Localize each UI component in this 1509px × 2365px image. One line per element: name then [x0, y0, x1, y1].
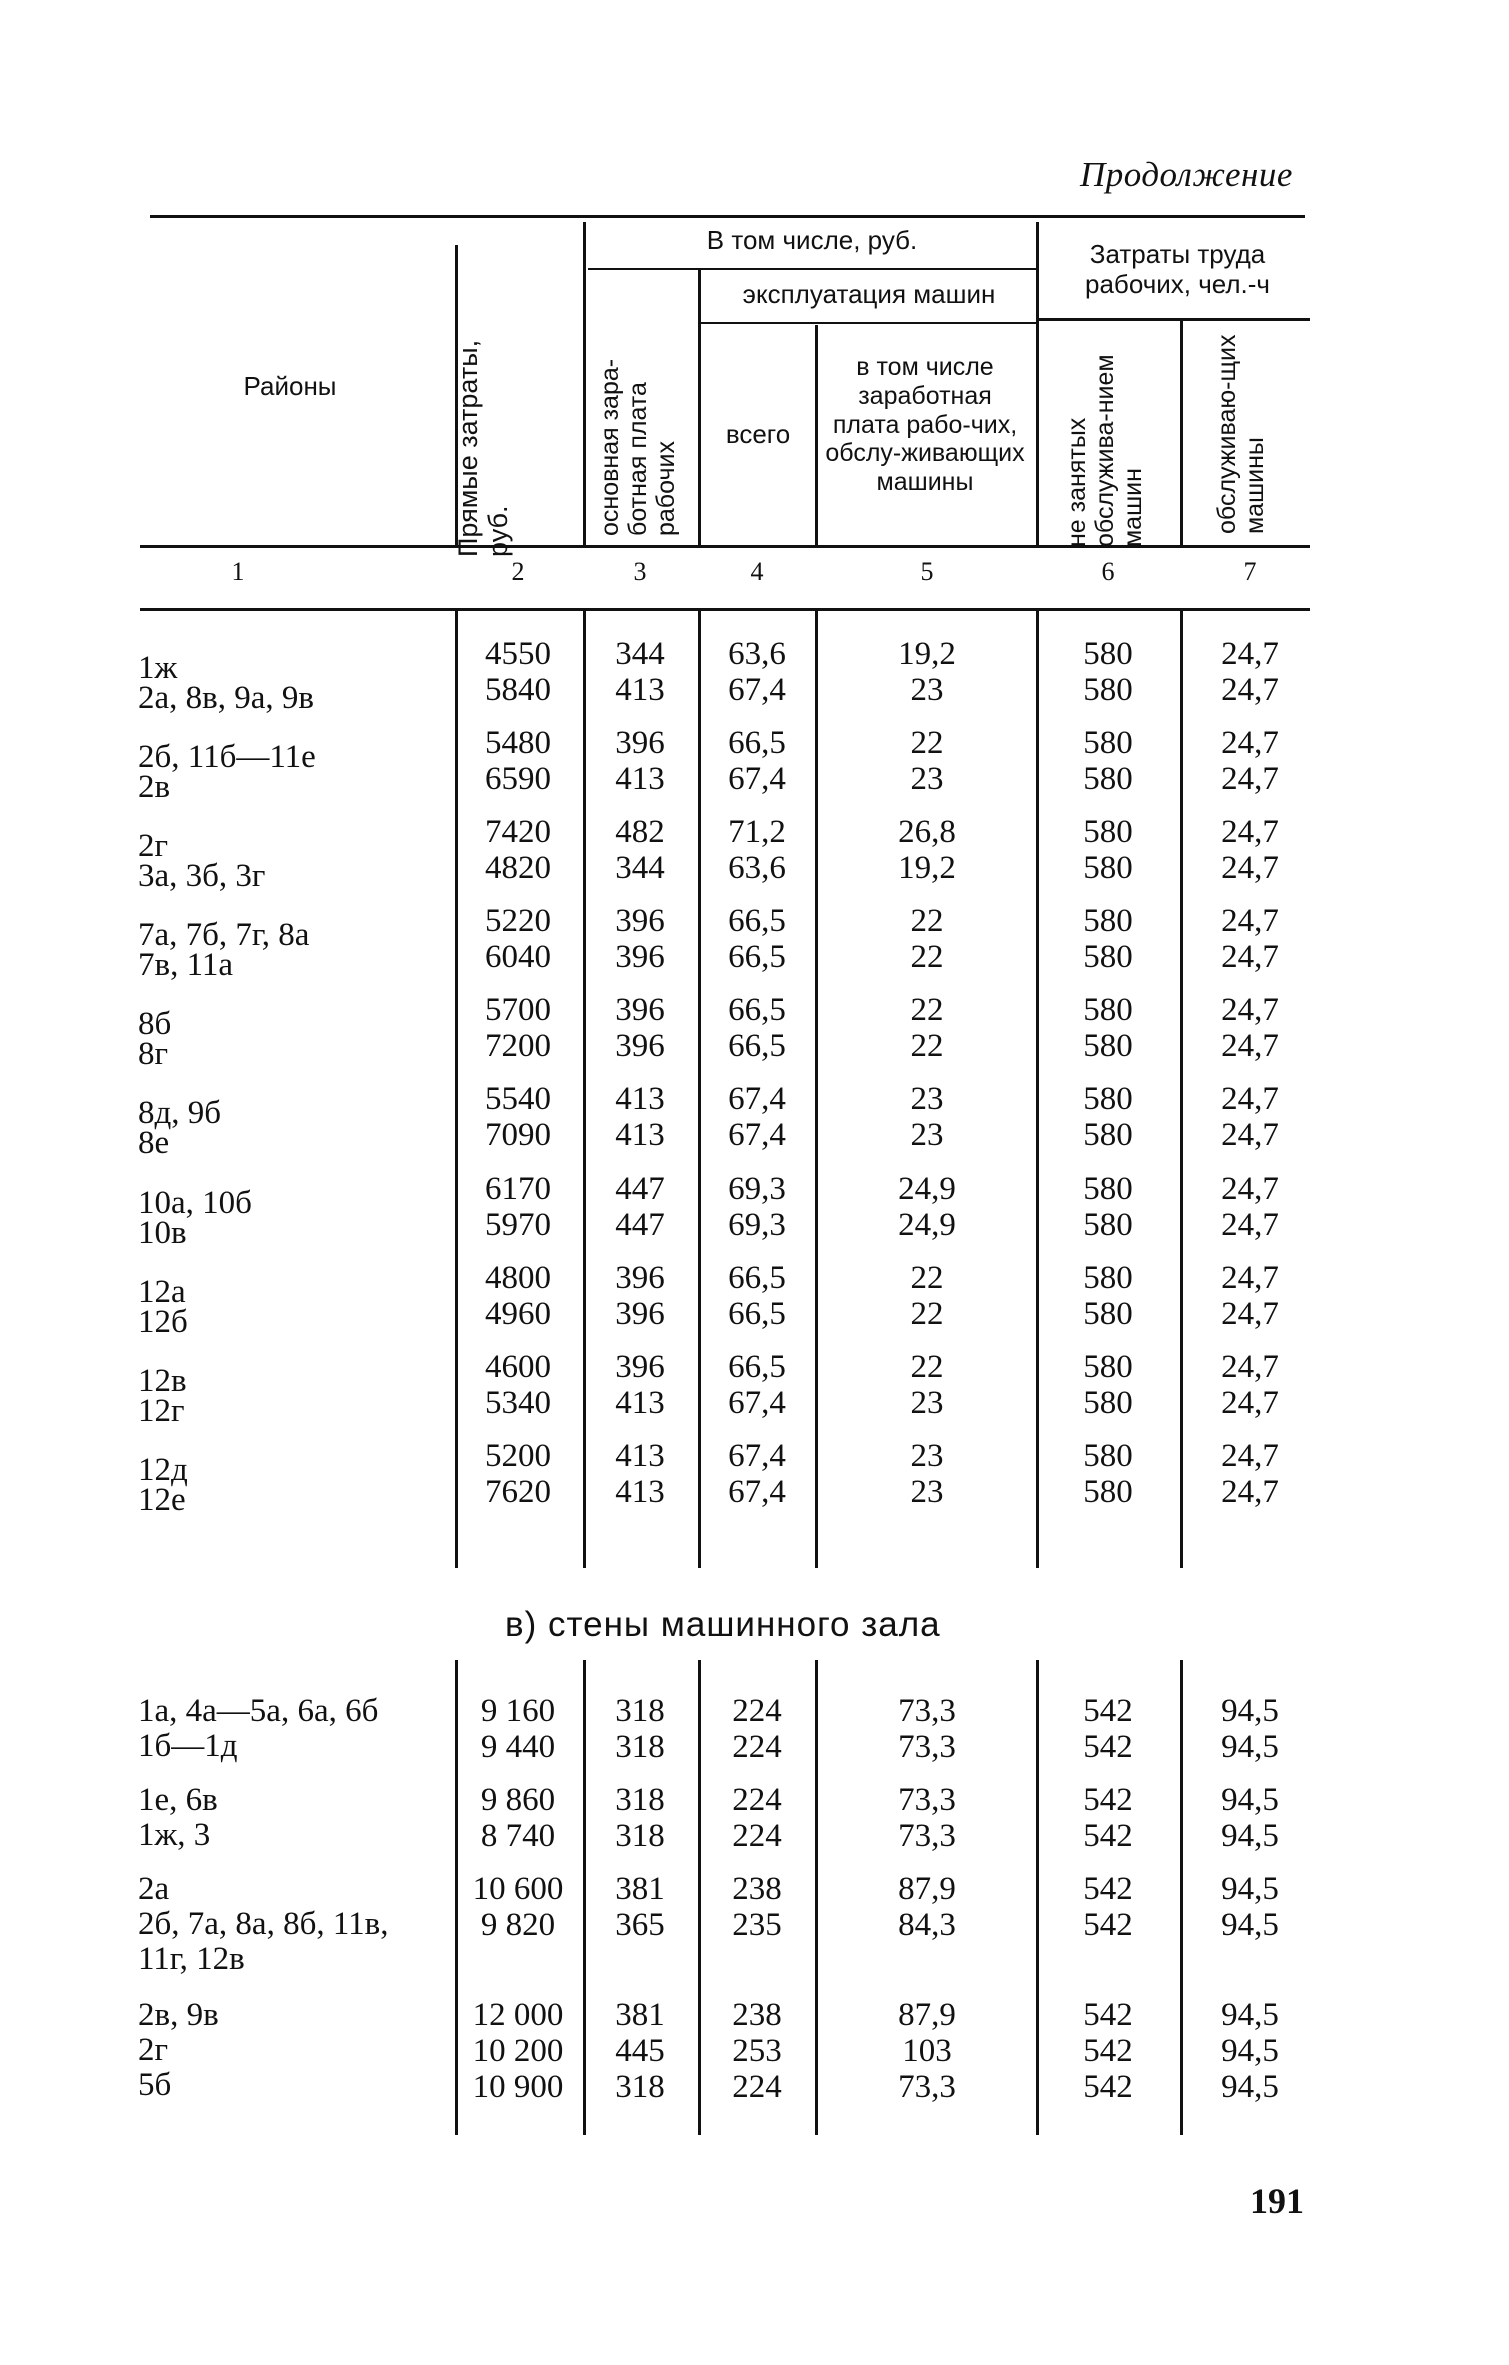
table-cell: 24,7	[1221, 903, 1279, 939]
table-cell: 24,7	[1221, 1207, 1279, 1243]
table-cell: 87,9	[898, 1871, 956, 1907]
section2-vrule-5	[1036, 1660, 1039, 2135]
table-cell: 542	[1083, 1729, 1133, 1765]
table-cell: 580	[1083, 1171, 1133, 1207]
table-cell: 4820	[485, 850, 551, 886]
header-rule-labor	[1038, 318, 1310, 321]
table-cell: 542	[1083, 1907, 1133, 1943]
table-cell: 7620	[485, 1474, 551, 1510]
table-cell: 24,9	[898, 1171, 956, 1207]
table-cell: 413	[615, 1117, 665, 1153]
header-direct-costs: Прямые затраты, руб.	[453, 339, 514, 557]
table-cell: 10 900	[472, 2069, 564, 2105]
table-cell: 22	[910, 1028, 944, 1064]
table-cell: 381	[615, 1997, 665, 2033]
table-cell: 69,3	[728, 1207, 786, 1243]
table-cell: 67,4	[728, 672, 786, 708]
table-cell: 66,5	[728, 939, 786, 975]
table-cell: 24,7	[1221, 1171, 1279, 1207]
region-label: 12в	[138, 1363, 187, 1399]
table-cell: 94,5	[1221, 1818, 1279, 1854]
table-cell: 87,9	[898, 1997, 956, 2033]
region-label: 12а	[138, 1274, 186, 1310]
table-cell: 413	[615, 1385, 665, 1421]
region-label: 1б—1д	[138, 1728, 238, 1764]
table-cell: 67,4	[728, 1474, 786, 1510]
table-cell: 24,7	[1221, 1385, 1279, 1421]
table-cell: 24,7	[1221, 1349, 1279, 1385]
table-cell: 447	[615, 1171, 665, 1207]
table-cell: 344	[615, 850, 665, 886]
table-cell: 396	[615, 939, 665, 975]
table-cell: 19,2	[898, 850, 956, 886]
table-cell: 23	[910, 761, 944, 797]
table-cell: 542	[1083, 1782, 1133, 1818]
region-label: 12е	[138, 1482, 186, 1518]
table-cell: 22	[910, 725, 944, 761]
table-cell: 445	[615, 2033, 665, 2069]
table-cell: 23	[910, 1385, 944, 1421]
table-cell: 73,3	[898, 1782, 956, 1818]
table-cell: 67,4	[728, 1438, 786, 1474]
table-cell: 22	[910, 1260, 944, 1296]
table-cell: 73,3	[898, 1729, 956, 1765]
region-label: 3а, 3б, 3г	[138, 858, 266, 894]
table-cell: 396	[615, 1296, 665, 1332]
table-cell: 253	[732, 2033, 782, 2069]
table-cell: 66,5	[728, 1296, 786, 1332]
region-label: 2в	[138, 769, 171, 805]
header-vrule-5	[1036, 222, 1039, 545]
table-cell: 66,5	[728, 1028, 786, 1064]
table-cell: 66,5	[728, 725, 786, 761]
table-cell: 94,5	[1221, 1871, 1279, 1907]
region-label: 8б	[138, 1006, 172, 1042]
table-cell: 9 440	[480, 1729, 556, 1765]
table-cell: 447	[615, 1207, 665, 1243]
table-cell: 580	[1083, 1028, 1133, 1064]
table-cell: 224	[732, 1693, 782, 1729]
table-cell: 9 160	[480, 1693, 556, 1729]
table-cell: 318	[615, 1729, 665, 1765]
section1-vrule-6	[1180, 608, 1183, 1568]
table-cell: 318	[615, 2069, 665, 2105]
header-regions: Районы	[243, 371, 337, 401]
column-number: 2	[511, 557, 525, 586]
table-cell: 365	[615, 1907, 665, 1943]
region-label: 8д, 9б	[138, 1095, 222, 1131]
column-number: 7	[1243, 557, 1257, 586]
section1-vrule-5	[1036, 608, 1039, 1568]
table-cell: 542	[1083, 1871, 1133, 1907]
table-cell: 318	[615, 1818, 665, 1854]
table-cell: 396	[615, 1260, 665, 1296]
region-label: 1е, 6в	[138, 1782, 218, 1818]
table-cell: 580	[1083, 992, 1133, 1028]
table-cell: 4550	[485, 636, 551, 672]
table-cell: 69,3	[728, 1171, 786, 1207]
table-cell: 24,7	[1221, 1474, 1279, 1510]
region-label: 2а, 8в, 9а, 9в	[138, 680, 314, 716]
table-cell: 542	[1083, 2069, 1133, 2105]
table-cell: 580	[1083, 903, 1133, 939]
section1-vrule-2	[583, 608, 586, 1568]
table-cell: 580	[1083, 1207, 1133, 1243]
header-servicing: обслуживаю-щих машины	[1213, 334, 1269, 534]
table-cell: 24,7	[1221, 1028, 1279, 1064]
table-cell: 7200	[485, 1028, 551, 1064]
table-cell: 7090	[485, 1117, 551, 1153]
region-label: 2б, 7а, 8а, 8б, 11в,	[138, 1906, 389, 1942]
table-cell: 66,5	[728, 1260, 786, 1296]
table-cell: 482	[615, 814, 665, 850]
table-cell: 22	[910, 1349, 944, 1385]
header-labor-group: Затраты труда рабочих, чел.-ч	[1085, 239, 1270, 299]
table-cell: 26,8	[898, 814, 956, 850]
table-cell: 580	[1083, 1296, 1133, 1332]
table-cell: 413	[615, 761, 665, 797]
table-cell: 5840	[485, 672, 551, 708]
region-label: 1ж, 3	[138, 1817, 211, 1853]
table-cell: 94,5	[1221, 1729, 1279, 1765]
table-cell: 413	[615, 1438, 665, 1474]
page-number: 191	[1250, 2181, 1304, 2221]
table-cell: 318	[615, 1782, 665, 1818]
header-incl-wage: в том числе заработная плата рабо-чих, обслу-живающих машины	[825, 353, 1025, 496]
table-cell: 580	[1083, 1260, 1133, 1296]
table-cell: 10 200	[472, 2033, 564, 2069]
header-rule-incl	[588, 268, 1036, 270]
table-cell: 5540	[485, 1081, 551, 1117]
section2-vrule-3	[698, 1660, 701, 2135]
table-cell: 5970	[485, 1207, 551, 1243]
region-label: 2г	[138, 2032, 169, 2068]
table-cell: 6040	[485, 939, 551, 975]
table-cell: 9 820	[480, 1907, 556, 1943]
section2-vrule-2	[583, 1660, 586, 2135]
table-cell: 224	[732, 1818, 782, 1854]
table-cell: 23	[910, 1081, 944, 1117]
table-cell: 24,7	[1221, 761, 1279, 797]
table-cell: 94,5	[1221, 1782, 1279, 1818]
column-number: 3	[633, 557, 647, 586]
header-vrule-3	[698, 270, 701, 545]
table-cell: 6590	[485, 761, 551, 797]
table-cell: 396	[615, 1028, 665, 1064]
table-cell: 22	[910, 1296, 944, 1332]
table-cell: 5220	[485, 903, 551, 939]
table-cell: 9 860	[480, 1782, 556, 1818]
column-number: 5	[920, 557, 934, 586]
table-cell: 84,3	[898, 1907, 956, 1943]
table-cell: 24,7	[1221, 1117, 1279, 1153]
table-cell: 24,9	[898, 1207, 956, 1243]
table-cell: 23	[910, 1474, 944, 1510]
table-cell: 24,7	[1221, 636, 1279, 672]
table-cell: 5480	[485, 725, 551, 761]
table-cell: 67,4	[728, 761, 786, 797]
region-label: 1а, 4а—5а, 6а, 6б	[138, 1693, 379, 1729]
table-cell: 224	[732, 2069, 782, 2105]
table-cell: 580	[1083, 1385, 1133, 1421]
region-label: 8г	[138, 1036, 169, 1072]
table-cell: 24,7	[1221, 992, 1279, 1028]
table-cell: 580	[1083, 1474, 1133, 1510]
header-vrule-2	[583, 222, 586, 545]
table-cell: 396	[615, 1349, 665, 1385]
region-label: 10в	[138, 1215, 187, 1251]
table-cell: 12 000	[472, 1997, 564, 2033]
table-cell: 580	[1083, 1117, 1133, 1153]
table-cell: 235	[732, 1907, 782, 1943]
table-cell: 344	[615, 636, 665, 672]
region-label: 12г	[138, 1393, 185, 1429]
table-cell: 542	[1083, 1693, 1133, 1729]
table-cell: 19,2	[898, 636, 956, 672]
table-cell: 238	[732, 1997, 782, 2033]
section1-vrule-3	[698, 608, 701, 1568]
region-label: 8е	[138, 1125, 170, 1161]
table-cell: 24,7	[1221, 939, 1279, 975]
table-cell: 580	[1083, 850, 1133, 886]
table-cell: 66,5	[728, 992, 786, 1028]
header-vrule-4	[815, 325, 818, 545]
table-cell: 22	[910, 903, 944, 939]
region-label: 11г, 12в	[138, 1941, 245, 1977]
continuation-label: Продолжение	[1080, 155, 1293, 194]
section2-vrule-4	[815, 1660, 818, 2135]
header-top-rule	[150, 215, 1305, 218]
table-cell: 318	[615, 1693, 665, 1729]
table-cell: 396	[615, 725, 665, 761]
table-cell: 4600	[485, 1349, 551, 1385]
table-cell: 381	[615, 1871, 665, 1907]
header-exploit-group: эксплуатация машин	[742, 279, 996, 309]
section2-vrule-6	[1180, 1660, 1183, 2135]
table-cell: 5340	[485, 1385, 551, 1421]
table-cell: 7420	[485, 814, 551, 850]
table-cell: 24,7	[1221, 850, 1279, 886]
table-cell: 71,2	[728, 814, 786, 850]
table-cell: 413	[615, 1474, 665, 1510]
region-label: 1ж	[138, 650, 178, 686]
table-cell: 24,7	[1221, 1081, 1279, 1117]
table-cell: 24,7	[1221, 814, 1279, 850]
table-cell: 23	[910, 672, 944, 708]
table-cell: 103	[902, 2033, 952, 2069]
region-label: 7а, 7б, 7г, 8а	[138, 917, 310, 953]
table-cell: 542	[1083, 1997, 1133, 2033]
table-cell: 580	[1083, 1349, 1133, 1385]
region-label: 12д	[138, 1452, 188, 1488]
table-cell: 396	[615, 992, 665, 1028]
table-cell: 73,3	[898, 1818, 956, 1854]
table-cell: 24,7	[1221, 1296, 1279, 1332]
table-cell: 66,5	[728, 903, 786, 939]
region-label: 2а	[138, 1871, 170, 1907]
table-cell: 580	[1083, 672, 1133, 708]
table-cell: 66,5	[728, 1349, 786, 1385]
table-cell: 4960	[485, 1296, 551, 1332]
column-number: 6	[1101, 557, 1115, 586]
header-vrule-6	[1180, 320, 1183, 545]
table-cell: 6170	[485, 1171, 551, 1207]
table-cell: 5200	[485, 1438, 551, 1474]
table-cell: 24,7	[1221, 725, 1279, 761]
table-cell: 238	[732, 1871, 782, 1907]
table-cell: 8 740	[480, 1818, 556, 1854]
table-cell: 94,5	[1221, 1907, 1279, 1943]
header-base-wage: основная зара-ботная плата рабочих	[596, 358, 680, 536]
table-cell: 413	[615, 672, 665, 708]
table-cell: 5700	[485, 992, 551, 1028]
table-cell: 23	[910, 1438, 944, 1474]
region-label: 2г	[138, 828, 169, 864]
table-cell: 24,7	[1221, 672, 1279, 708]
region-label: 7в, 11а	[138, 947, 234, 983]
region-label: 10а, 10б	[138, 1185, 252, 1221]
table-cell: 22	[910, 939, 944, 975]
table-cell: 396	[615, 903, 665, 939]
table-cell: 224	[732, 1782, 782, 1818]
table-cell: 94,5	[1221, 2033, 1279, 2069]
table-cell: 73,3	[898, 2069, 956, 2105]
table-cell: 94,5	[1221, 2069, 1279, 2105]
table-cell: 542	[1083, 1818, 1133, 1854]
header-rule-exploit	[700, 322, 1036, 324]
table-cell: 10 600	[472, 1871, 564, 1907]
region-label: 5б	[138, 2067, 172, 2103]
table-cell: 94,5	[1221, 1693, 1279, 1729]
table-cell: 580	[1083, 761, 1133, 797]
table-cell: 580	[1083, 636, 1133, 672]
table-cell: 67,4	[728, 1385, 786, 1421]
table-cell: 63,6	[728, 850, 786, 886]
region-label: 12б	[138, 1304, 188, 1340]
table-cell: 73,3	[898, 1693, 956, 1729]
table-cell: 24,7	[1221, 1438, 1279, 1474]
table-cell: 67,4	[728, 1117, 786, 1153]
table-cell: 413	[615, 1081, 665, 1117]
colnum-bottom-rule	[140, 608, 1310, 611]
section1-vrule-4	[815, 608, 818, 1568]
table-cell: 24,7	[1221, 1260, 1279, 1296]
table-cell: 23	[910, 1117, 944, 1153]
table-cell: 580	[1083, 939, 1133, 975]
table-cell: 580	[1083, 814, 1133, 850]
table-cell: 580	[1083, 725, 1133, 761]
header-incl-group: В том числе, руб.	[706, 225, 918, 255]
table-cell: 67,4	[728, 1081, 786, 1117]
table-cell: 224	[732, 1729, 782, 1765]
section-2-title: в) стены машинного зала	[505, 1605, 941, 1644]
table-cell: 94,5	[1221, 1997, 1279, 2033]
header-not-busy: не занятых обслужива-нием машин	[1063, 354, 1147, 547]
region-label: 2в, 9в	[138, 1997, 219, 2033]
table-cell: 580	[1083, 1081, 1133, 1117]
table-cell: 63,6	[728, 636, 786, 672]
column-number: 1	[231, 557, 245, 586]
region-label: 2б, 11б—11е	[138, 739, 316, 775]
table-cell: 4800	[485, 1260, 551, 1296]
column-number: 4	[750, 557, 764, 586]
header-total: всего	[725, 419, 791, 449]
table-cell: 22	[910, 992, 944, 1028]
table-cell: 542	[1083, 2033, 1133, 2069]
table-cell: 580	[1083, 1438, 1133, 1474]
